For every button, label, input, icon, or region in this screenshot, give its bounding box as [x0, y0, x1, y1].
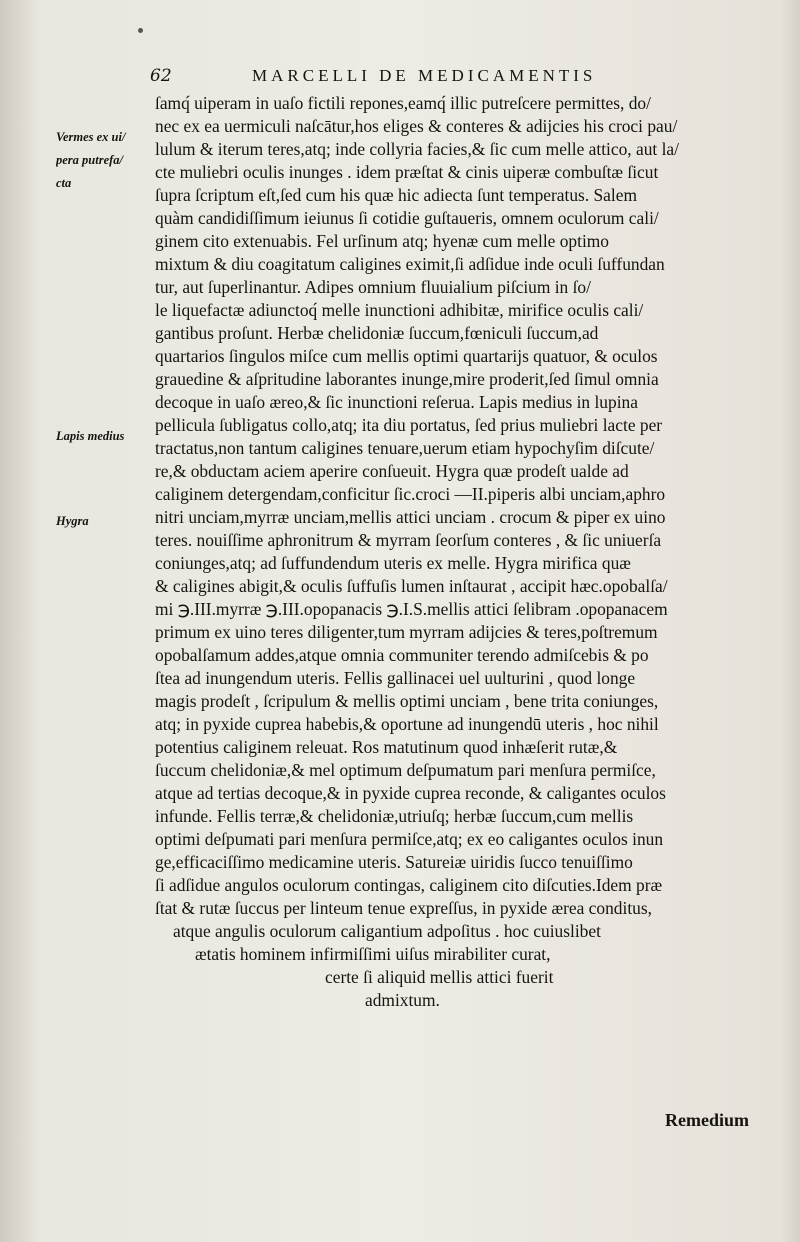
- body-text: [155, 92, 775, 1012]
- text-line: ſtea ad inungendum uteris. Fellis gallinacei uel uulturini , quod longe: [155, 668, 636, 688]
- text-line: mi ℈.III.myrræ ℈.III.opopanacis ℈.I.S.mellis attici ſelibram .opopanacem: [155, 599, 668, 619]
- page-header: [150, 66, 790, 90]
- text-line: cte muliebri oculis inunges . idem præſtat & cinis uiperæ combuſtæ ſicut: [155, 162, 659, 182]
- margin-note-vermes: [56, 126, 156, 195]
- ink-speck: [138, 28, 143, 33]
- text-line: ſtat & rutæ ſuccus per linteum tenue expreſſus, in pyxide ærea conditus,: [155, 898, 652, 918]
- text-line: mixtum & diu coagitatum caligines eximit,ſi adſidue inde oculi ſuffundan: [155, 254, 665, 274]
- margin-note-hygra: [56, 510, 156, 533]
- margin-note-line: pera putrefa/: [56, 153, 124, 167]
- text-line: ætatis hominem infirmiſſimi uiſus mirabiliter curat,: [195, 944, 551, 964]
- running-title: MARCELLI DE MEDICAMENTIS: [252, 66, 597, 85]
- text-line: re,& obductam aciem aperire conſueuit. Hygra quæ prodeſt ualde ad: [155, 461, 629, 481]
- text-line: tur, aut ſuperlinantur. Adipes omnium fluuialium piſcium in ſo/: [155, 277, 591, 297]
- text-line: le liquefactæ adiunctoq́ melle inunctioni adhibitæ, mirifice oculis cali/: [155, 300, 644, 320]
- text-line: quartarios ſingulos miſce cum mellis optimi quartarijs quatuor, & oculos: [155, 346, 658, 366]
- text-line: ſupra ſcriptum eſt,ſed cum his quæ hic adiecta ſunt temperatus. Salem: [155, 185, 637, 205]
- text-line: tractatus,non tantum caligines tenuare,uerum etiam hypochyſim diſcute/: [155, 438, 655, 458]
- catchword: Remedium: [665, 1110, 749, 1130]
- text-line: infunde. Fellis terræ,& chelidoniæ,utriuſq; herbæ ſuccum,cum mellis: [155, 806, 634, 826]
- text-line: atque ad tertias decoque,& in pyxide cuprea reconde, & caligantes oculos: [155, 783, 666, 803]
- text-line: ſi adſidue angulos oculorum contingas, caliginem cito diſcuties.Idem præ: [155, 875, 663, 895]
- text-line: optimi deſpumati pari menſura permiſce,atq; ex eo caligantes oculos inun: [155, 829, 664, 849]
- text-line: teres. nouiſſime aphronitrum & myrram ſeorſum conteres , & ſic uniuerſa: [155, 530, 662, 550]
- text-line: grauedine & aſpritudine laborantes inunge,mire proderit,ſed ſimul omnia: [155, 369, 659, 389]
- margin-note-line: Lapis medius: [56, 429, 125, 443]
- text-line: & caligines abigit,& oculis ſuffuſis lumen inſtaurat , accipit hæc.opobalſa/: [155, 576, 668, 596]
- text-line: nec ex ea uermiculi naſcātur,hos eliges & conteres & adijcies his croci pau/: [155, 116, 678, 136]
- text-line: certe ſi aliquid mellis attici fuerit: [325, 967, 554, 987]
- margin-note-line: cta: [56, 176, 72, 190]
- text-line: ginem cito extenuabis. Fel urſinum atq; hyenæ cum melle optimo: [155, 231, 610, 251]
- text-line: ge,efficaciſſimo medicamine uteris. Satureiæ uiridis ſucco tenuiſſimo: [155, 852, 633, 872]
- text-line: atq; in pyxide cuprea habebis,& oportune ad inungendū uteris , hoc nihil: [155, 714, 659, 734]
- text-line: lulum & iterum teres,atq; inde collyria facies,& ſic cum melle attico, aut la/: [155, 139, 679, 159]
- text-line: nitri unciam,myrræ unciam,mellis attici unciam . crocum & piper ex uino: [155, 507, 666, 527]
- text-line: admixtum.: [365, 990, 440, 1010]
- text-line: atque angulis oculorum caligantium adpoſitus . hoc cuiuslibet: [173, 921, 601, 941]
- text-line: caliginem detergendam,conficitur ſic.croci —II.piperis albi unciam,aphro: [155, 484, 666, 504]
- text-line: pellicula ſubligatus collo,atq; ita diu portatus, ſed prius muliebri lacte per: [155, 415, 663, 435]
- text-line: ſamq́ uiperam in uaſo fictili repones,eamq́ illic putreſcere permittes, do/: [155, 93, 651, 113]
- margin-note-lapis: [56, 425, 156, 448]
- folio-number: 62: [150, 66, 172, 86]
- margin-note-line: Hygra: [56, 514, 89, 528]
- text-line: gantibus proſunt. Herbæ chelidoniæ ſuccum,fœniculi ſuccum,ad: [155, 323, 599, 343]
- text-line: potentius caliginem releuat. Ros matutinum quod inhæſerit rutæ,&: [155, 737, 618, 757]
- text-line: quàm candidiſſimum ieiunus ſi cotidie guſtaueris, omnem oculorum cali/: [155, 208, 659, 228]
- text-line: coniunges,atq; ad ſuffundendum uteris ex melle. Hygra mirifica quæ: [155, 553, 631, 573]
- text-line: decoque in uaſo æreo,& ſic inunctioni reſerua. Lapis medius in lupina: [155, 392, 638, 412]
- margin-note-line: Vermes ex ui/: [56, 130, 126, 144]
- text-line: magis prodeſt , ſcripulum & mellis optimi unciam , bene trita coniunges,: [155, 691, 659, 711]
- text-line: opobalſamum addes,atque omnia communiter terendo admiſcebis & po: [155, 645, 649, 665]
- text-line: primum ex uino teres diligenter,tum myrram adijcies & teres,poſtremum: [155, 622, 658, 642]
- text-line: ſuccum chelidoniæ,& mel optimum deſpumatum pari menſura permiſce,: [155, 760, 656, 780]
